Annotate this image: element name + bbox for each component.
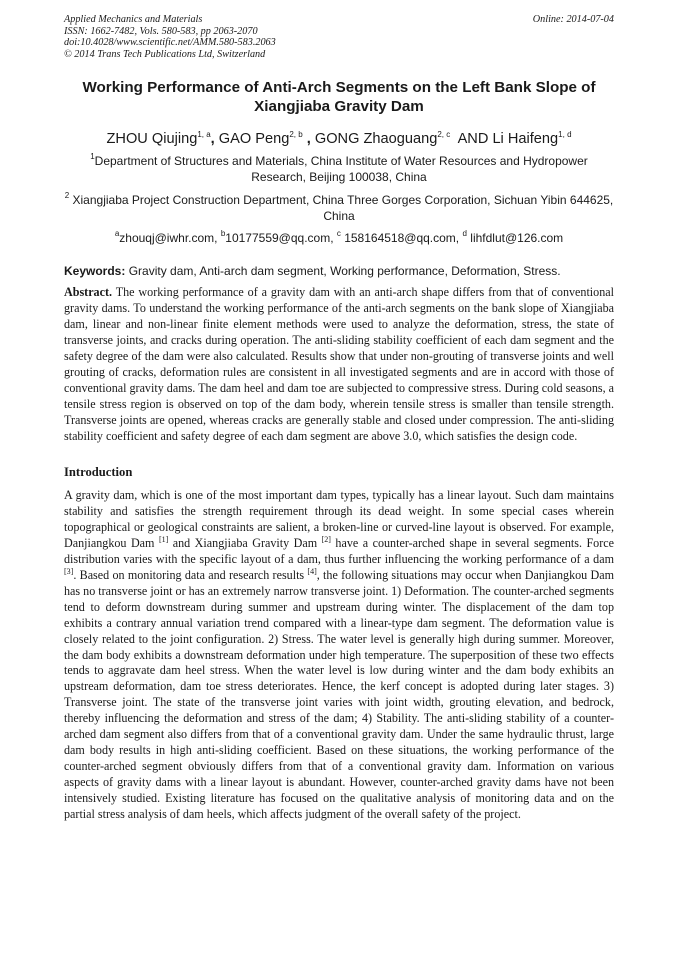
author-separator: , <box>302 131 315 148</box>
affiliation-1 <box>64 154 614 185</box>
abstract-text: The working performance of a gravity dam with an anti-arch shape differs from that of conventional gravity dams. To understand the working performance of the anti-arch segments on the bank slope of Xiangjiaba dam, linear and non-linear finite element methods were used to analyze the deformation, stress, the state of transverse joints, and cracks during operation. The anti-sliding stability coefficient of each dam segment and the safety degree of the dam were also calculated. Results show that under non-grouting of transverse joints and well grouting of cracks, deformation rules are consistent in all investigated segments and are in accord with those of conventional gravity dams. The dam heel and dam toe are subjected to compressive stress. During cold seasons, a tensile stress region is observed on top of the dam body, wherein tensile stress is smaller than tensile strength. Transverse joints are opened, whereas cracks are generally stable and closed under compression. The anti-sliding stability coefficient and safety degree of each dam segment are above 3.0, which satisfies the design code. <box>64 285 614 443</box>
email-marker: b <box>220 229 226 239</box>
email-address: zhouqj@iwhr.com, <box>119 231 221 246</box>
keywords <box>64 264 614 279</box>
author-name: AND Li Haifeng <box>457 131 559 148</box>
author-list <box>64 130 614 149</box>
citation-4: [4] <box>307 566 317 576</box>
affiliation-text: Department of Structures and Materials, China Institute of Water Resources and Hydropower Research, Beijing 100038, China <box>94 154 588 184</box>
journal-header <box>64 14 614 60</box>
affiliation-2 <box>64 193 614 224</box>
citation-2: [2] <box>321 535 331 545</box>
email-address: lihfdlut@126.com <box>466 231 564 246</box>
issn-line: ISSN: 1662-7482, Vols. 580-583, pp 2063-2070 <box>64 25 258 37</box>
author-emails <box>64 231 614 246</box>
citation-1: [1] <box>158 535 169 545</box>
copyright-line: © 2014 Trans Tech Publications Ltd, Switzerland <box>64 48 266 60</box>
author-name: GAO Peng <box>218 131 290 148</box>
affiliation-number: 1 <box>90 152 95 162</box>
email-address: 158164518@qq.com, <box>340 231 463 246</box>
keywords-text: Gravity dam, Anti-arch dam segment, Working performance, Deformation, Stress. <box>125 264 561 279</box>
doi-line: doi:10.4028/www.scientific.net/AMM.580-583.2063 <box>64 37 276 49</box>
section-heading-introduction: Introduction <box>64 465 133 480</box>
abstract <box>64 285 614 444</box>
author-affiliation-marker: 1, d <box>558 130 572 140</box>
email-address: 10177559@qq.com, <box>225 231 337 246</box>
abstract-label: Abstract. <box>64 285 113 300</box>
author-name: ZHOU Qiujing <box>106 131 198 148</box>
email-marker: c <box>336 229 341 239</box>
journal-name: Applied Mechanics and Materials <box>64 14 203 25</box>
email-marker: d <box>462 229 467 239</box>
title-line-2: Xiangjiaba Gravity Dam <box>254 98 424 116</box>
affiliation-number: 2 <box>64 191 70 201</box>
author-name: GONG Zhaoguang <box>314 131 438 148</box>
paragraph-text: , the following situations may occur when Danjiangkou Dam has no transverse joint or has an extremely narrow transverse joint. 1) Deformation. The counter-arched segments tend to deform downstream during summer and upstream during winter. The displacement of the dam top exhibits a contrary annual variation trend compared with a linear-type dam segment. The deformation value is closely related to the joint configuration. 2) Stress. The water level is generally high during summer. Moreover, the dam body exhibits a downstream deformation under high temperature. The superposition of these two effects tends to aggravate dam heel stress. When the water level is low during winter and the dam body exhibits an upstream deformation, dam toe stress deteriorates. Hence, the kerf concept is adopted during later stages. 3) Transverse joint. The state of the transverse joint varies with joint width, grouting elevation, and bedrock, thereby influencing the deformation and stress of the dam; 4) Stability. The anti-sliding stability of a counter-arched dam segment also differs from that of a conventional gravity dam. Under the same hydraulic thrust, large dam body results in high anti-sliding coefficient. Based on these situations, the working performance of the counter-arched segment obviously differs from that of a conventional gravity dam. Information on various aspects of gravity dams with a linear layout is abundant. However, counter-arched gravity dams have not been intensively studied. Existing literature has focused on the qualitative analysis of monitoring data and on the partial stress analysis of dam heels, which affects judgment of the overall safety of the project. <box>64 567 614 821</box>
paper-title <box>64 78 614 116</box>
paragraph-text: . Based on monitoring data and research results <box>73 567 308 582</box>
title-line-1: Working Performance of Anti-Arch Segments on the Left Bank Slope of <box>82 79 596 97</box>
paragraph-text: A gravity dam, which is one of the most important dam types, typically has a linear layout. Such dam maintains stability and satisfies the strength requirement through its dead weight. In some special cases wherein topographical or geological constraints are salient, a broken-line or curved-line layout is observed. For example, Danjiangkou Dam <box>64 488 614 551</box>
author-separator <box>450 131 457 147</box>
paragraph-text: and Xiangjiaba Gravity Dam <box>168 536 322 551</box>
author-affiliation-marker: 2, b <box>289 130 303 140</box>
author-affiliation-marker: 2, c <box>437 130 451 140</box>
publication-info <box>64 14 276 60</box>
keywords-label: Keywords: <box>64 264 126 279</box>
paragraph-text: have a counter-arched shape in several segments. Force distribution varies with the specific layout of a dam, thus further influencing the working performance of a dam <box>64 536 614 567</box>
online-date: Online: 2014-07-04 <box>532 14 614 25</box>
author-affiliation-marker: 1, a <box>197 130 211 140</box>
email-marker: a <box>114 229 120 239</box>
citation-3: [3] <box>64 566 74 576</box>
affiliation-text: Xiangjiaba Project Construction Department, China Three Gorges Corporation, Sichuan Yibin 644625, China <box>69 193 614 223</box>
author-separator: , <box>210 131 219 148</box>
introduction-paragraph <box>64 488 614 822</box>
